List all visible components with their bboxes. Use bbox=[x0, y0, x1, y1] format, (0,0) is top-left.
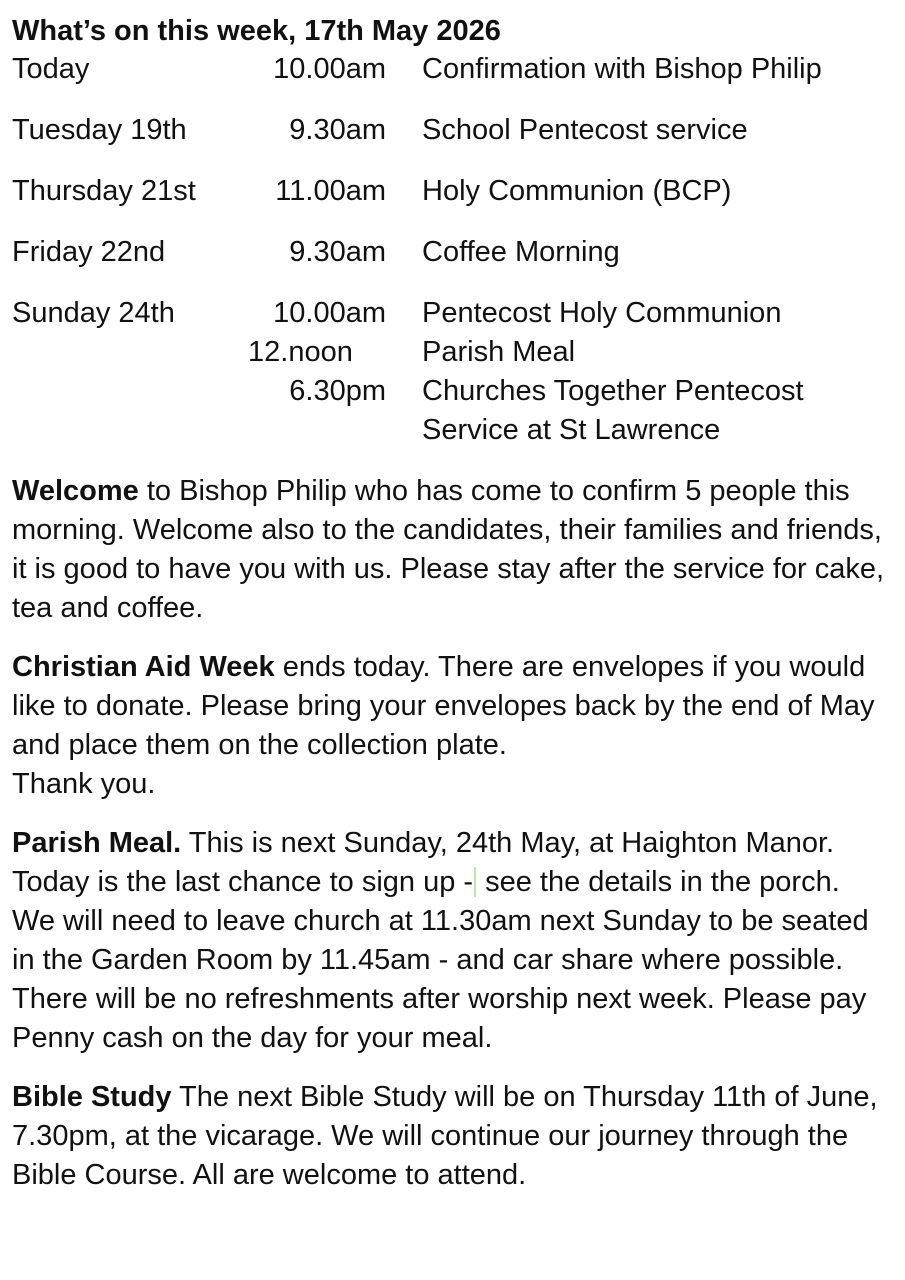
schedule-event bbox=[248, 294, 897, 333]
notice-title: Parish Meal. bbox=[12, 827, 182, 859]
schedule-day-label: Sunday 24th bbox=[12, 297, 175, 329]
event-time: 6.30pm bbox=[289, 375, 386, 407]
page-title: What’s on this week, 17th May 2026 bbox=[12, 15, 501, 47]
notice-parish-meal bbox=[12, 824, 890, 1058]
schedule-day-thursday bbox=[12, 172, 897, 211]
schedule-events bbox=[248, 50, 897, 89]
event-description: Pentecost Holy Communion bbox=[422, 297, 782, 329]
notice-body-continued: see the details in the porch. We will need to leave church at 11.30am next Sunday to be seated in the Garden Room by 11.45am - and car share where possible. There will be no refreshments after worship next week. Please pay Penny cash on the day for your meal. bbox=[12, 866, 869, 1054]
event-time: 9.30am bbox=[289, 236, 386, 268]
notice-body: ends today. There are envelopes if you would like to donate. Please bring your envelopes back by the end of May and place them on the collection plate. bbox=[12, 651, 875, 761]
schedule-day-sunday bbox=[12, 294, 897, 450]
notice-title: Welcome bbox=[12, 475, 139, 507]
event-description: Parish Meal bbox=[422, 336, 576, 368]
notice-christian-aid bbox=[12, 648, 890, 804]
event-description: Holy Communion (BCP) bbox=[422, 175, 732, 207]
schedule-day-label: Friday 22nd bbox=[12, 236, 166, 268]
event-time: 9.30am bbox=[289, 114, 386, 146]
schedule-day-friday bbox=[12, 233, 897, 272]
notice-title: Christian Aid Week bbox=[12, 651, 275, 683]
schedule-events bbox=[248, 233, 897, 272]
schedule-event bbox=[248, 233, 897, 272]
schedule-event bbox=[248, 172, 897, 211]
weekly-schedule bbox=[12, 50, 897, 450]
event-description: Churches Together Pentecost Service at St Lawrence bbox=[422, 375, 804, 446]
text-cursor bbox=[474, 867, 476, 897]
event-description: Coffee Morning bbox=[422, 236, 620, 268]
schedule-events bbox=[248, 294, 897, 450]
event-time: 12.noon bbox=[248, 336, 353, 368]
notice-body: This is next Sunday, 24th May, at Haighton Manor. Today is the last chance to sign up - bbox=[12, 827, 835, 898]
schedule-event bbox=[248, 50, 897, 89]
event-time: 11.00am bbox=[275, 175, 386, 207]
schedule-event bbox=[248, 372, 897, 450]
schedule-events bbox=[248, 111, 897, 150]
notice-title: Bible Study bbox=[12, 1081, 172, 1113]
notice-body: to Bishop Philip who has come to confirm 5 people this morning. Welcome also to the candidates, their families and friends, it is good to have you with us. Please stay after the service for cake, tea and coffee. bbox=[12, 475, 885, 624]
schedule-event bbox=[248, 111, 897, 150]
notice-sheet bbox=[12, 12, 897, 1215]
event-description: Confirmation with Bishop Philip bbox=[422, 53, 822, 85]
schedule-events bbox=[248, 172, 897, 211]
notice-bible-study bbox=[12, 1078, 890, 1195]
notice-welcome bbox=[12, 472, 890, 628]
event-time: 10.00am bbox=[273, 53, 386, 85]
notice-body: The next Bible Study will be on Thursday 11th of June, 7.30pm, at the vicarage. We will continue our journey through the Bible Course. All are welcome to attend. bbox=[12, 1081, 878, 1191]
schedule-day-tuesday bbox=[12, 111, 897, 150]
event-description: School Pentecost service bbox=[422, 114, 748, 146]
schedule-event bbox=[248, 333, 897, 372]
schedule-day-label: Tuesday 19th bbox=[12, 114, 187, 146]
schedule-day-label: Thursday 21st bbox=[12, 175, 196, 207]
notice-thanks: Thank you. bbox=[12, 768, 156, 800]
schedule-day-label: Today bbox=[12, 53, 90, 85]
event-time: 10.00am bbox=[273, 297, 386, 329]
schedule-day-today bbox=[12, 50, 897, 89]
